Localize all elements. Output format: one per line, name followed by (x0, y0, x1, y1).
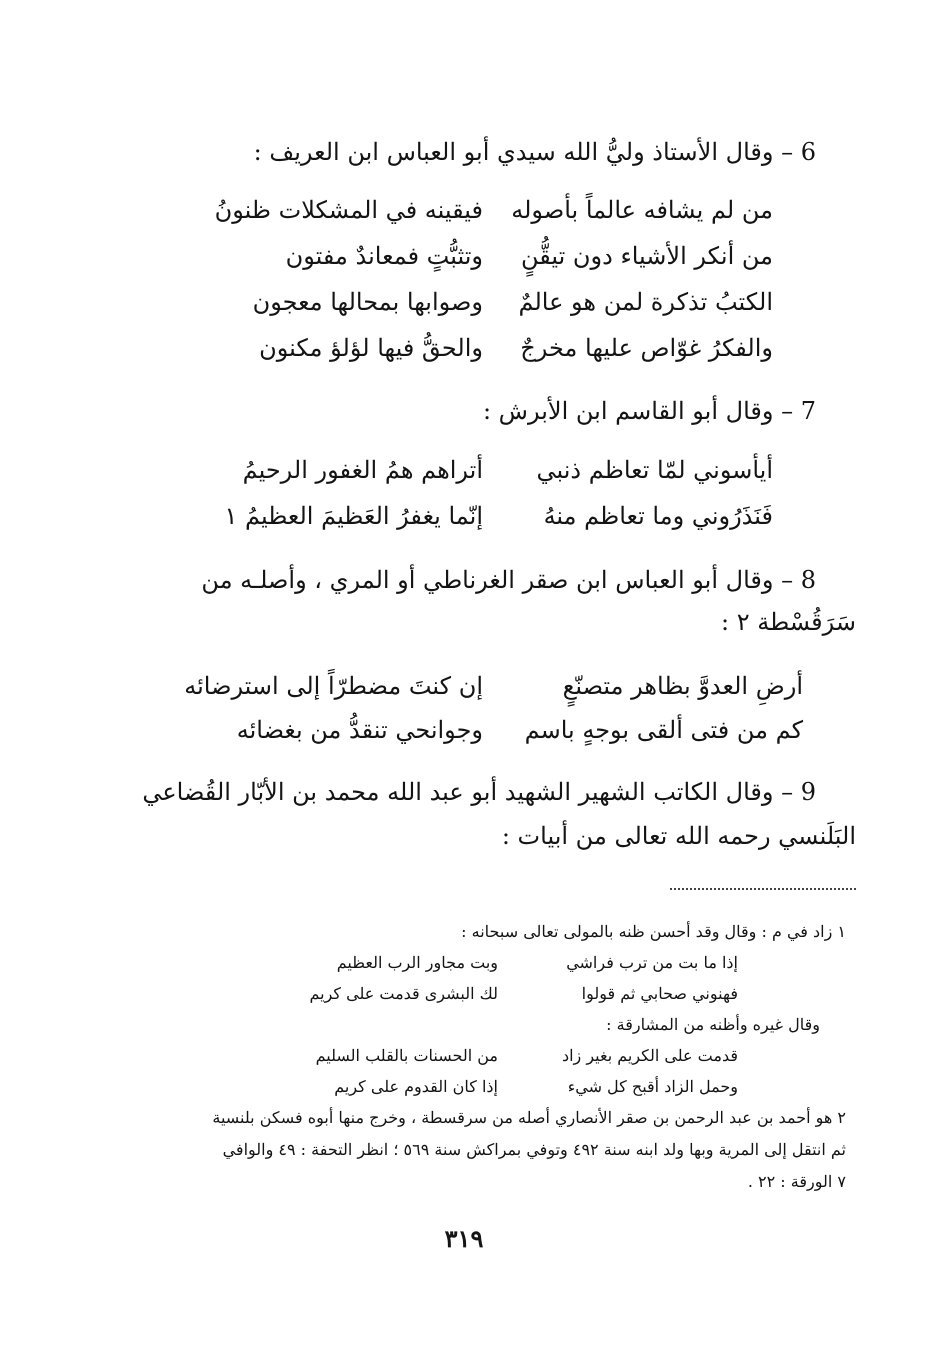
verse-row (214, 196, 773, 230)
entry-6-heading: 6 – وقال الأستاذ وليُّ الله سيدي أبو العباس ابن العريف : (253, 138, 816, 166)
entry-7-heading: 7 – وقال أبو القاسم ابن الأبرش : (482, 397, 816, 425)
footnote-2-line2: ثم انتقل إلى المرية وبها ولد ابنه سنة ٤٩٢ وتوفي بمراكش سنة ٥٦٩ ؛ انظر التحفة : ٤٩ والوافي (222, 1140, 846, 1159)
verse-row (224, 502, 773, 536)
verse-second-hemistich: فيقينه في المشكلات ظنونُ (214, 196, 483, 224)
verse-second-hemistich: إن كنتَ مضطرّاً إلى استرضائه (184, 672, 483, 700)
entry-8-heading-line2: سَرَقُسْطة ٢ : (720, 608, 856, 636)
footnote-2-line1: ٢ هو أحمد بن عبد الرحمن بن صقر الأنصاري أصله من سرقسطة ، وخرج منها أبوه فسكن بلنسية (212, 1108, 846, 1127)
verse-row (233, 242, 773, 276)
verse-first-hemistich: والفكرُ غوّاص عليها مخرجٌ (520, 334, 773, 362)
verse-second-hemistich: من الحسنات بالقلب السليم (315, 1046, 498, 1065)
verse-second-hemistich: إذا كان القدوم على كريم (334, 1077, 498, 1096)
verse-first-hemistich: فهنوني صحابي ثم قولوا (581, 984, 738, 1003)
verse-first-hemistich: أيأسوني لمّا تعاظم ذنبي (536, 456, 773, 484)
verse-second-hemistich: والحقُّ فيها لؤلؤ مكنون (259, 334, 483, 362)
verse-first-hemistich: من لم يشافه عالماً بأصوله (511, 196, 773, 224)
footnote-verse-row (278, 1077, 738, 1101)
verse-first-hemistich: الكتبُ تذكرة لمن هو عالمٌ (518, 288, 773, 316)
verse-first-hemistich: إذا ما بت من ترب فراشي (566, 953, 738, 972)
entry-9-heading-line1: 9 – وقال الكاتب الشهير الشهيد أبو عبد الله محمد بن الأبّار القُضاعي (142, 778, 816, 806)
verse-second-hemistich: أتراهم همُ الغفور الرحيمُ (242, 456, 483, 484)
verse-second-hemistich: إنّما يغفرُ العَظيمَ العظيمُ ١ (224, 502, 483, 530)
entry-8-heading-line1: 8 – وقال أبو العباس ابن صقر الغرناطي أو المري ، وأصلـه من (201, 566, 816, 594)
verse-second-hemistich: وجوانحي تنقدُّ من بغضائه (236, 716, 483, 744)
verse-row (203, 716, 803, 750)
verse-second-hemistich: وتثبُّتٍ فمعاندٌ مفتون (285, 242, 483, 270)
verse-first-hemistich: كم من فتى ألقى بوجهٍ باسم (524, 716, 803, 744)
verse-first-hemistich: فَنَذَرُوني وما تعاظم منهُ (543, 502, 773, 530)
page-number: ٣١٩ (444, 1224, 484, 1253)
verse-first-hemistich: قدمت على الكريم بغير زاد (561, 1046, 738, 1065)
verse-row (233, 288, 773, 322)
verse-row (184, 672, 803, 706)
footnote-2-line3: ٧ الورقة : ٢٢ . (747, 1172, 846, 1191)
verse-second-hemistich: وصوابها بمحالها معجون (252, 288, 483, 316)
verse-first-hemistich: أرضِ العدوَّ بظاهر متصنّعٍ (562, 672, 803, 700)
footnote-verse-row (278, 953, 738, 977)
entry-9-heading-line2: البَلَنسي رحمه الله تعالى من أبيات : (501, 822, 856, 850)
verse-row (233, 456, 773, 490)
footnote-verse-row (278, 1046, 738, 1070)
verse-row (233, 334, 773, 368)
verse-second-hemistich: وبت مجاور الرب العظيم (336, 953, 498, 972)
verse-second-hemistich: لك البشرى قدمت على كريم (309, 984, 498, 1003)
verse-first-hemistich: من أنكر الأشياء دون تيقُّنٍ (520, 242, 773, 270)
footnote-1-mid: وقال غيره وأظنه من المشارقة : (606, 1015, 820, 1034)
verse-first-hemistich: وحمل الزاد أقبح كل شيء (567, 1077, 738, 1096)
footnote-verse-row (278, 984, 738, 1008)
footnote-1-intro: ١ زاد في م : وقال وقد أحسن ظنه بالمولى تعالى سبحانه : (461, 922, 846, 941)
footnote-separator (670, 888, 856, 890)
